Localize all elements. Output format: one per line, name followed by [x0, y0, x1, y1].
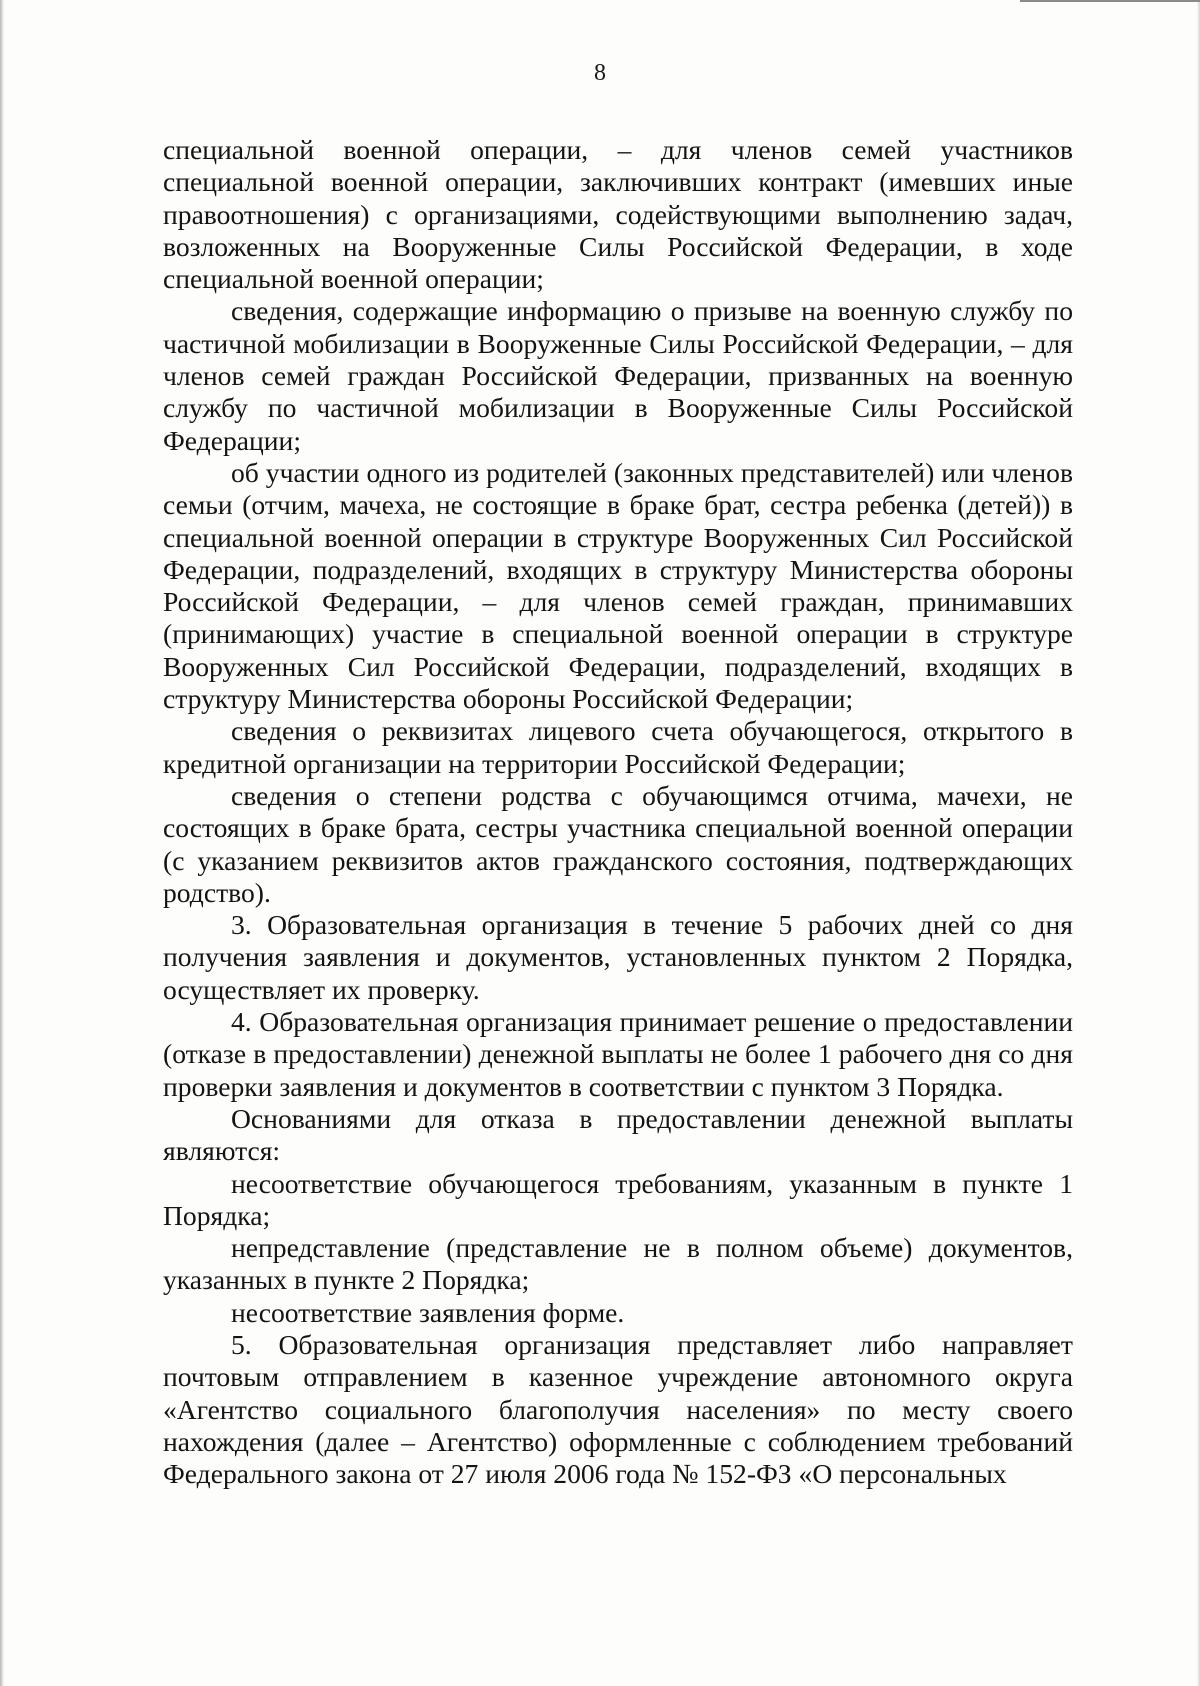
paragraph-bank-account: сведения о реквизитах лицевого счета обучающегося, открытого в кредитной организации на территории Российской Федерации; — [163, 715, 1073, 779]
scan-top-rule — [1020, 0, 1200, 2]
paragraph-parent-participation: об участии одного из родителей (законных представителей) или членов семьи (отчим, мачеха, не состоящие в браке брат, сестра ребенка (детей)) в специальной военной операции в структуре Вооруженных Сил Российской Федерации, подразделений, входящих в структуру Министерства обороны Российской Федерации, – для членов семей граждан, принимавших (принимающих) участие в специальной военной операции в структуре Вооруженных Сил Российской Федерации, подразделений, входящих в структуру Министерства обороны Российской Федерации; — [163, 456, 1073, 715]
page-number: 8 — [594, 60, 606, 86]
paragraph-kinship: сведения о степени родства с обучающимся отчима, мачехи, не состоящих в браке брата, сестры участника специальной военной операции (с указанием реквизитов актов гражданского состояния, подтверждающих родство). — [163, 779, 1073, 908]
document-body — [163, 134, 1073, 1490]
paragraph-item-3: 3. Образовательная организация в течение 5 рабочих дней со дня получения заявления и документов, установленных пунктом 2 Порядка, осуществляет их проверку. — [163, 909, 1073, 1005]
paragraph-ground-documents: непредставление (представление не в полном объеме) документов, указанных в пункте 2 Порядка; — [163, 1232, 1073, 1296]
paragraph-mobilization-info: сведения, содержащие информацию о призыве на военную службу по частичной мобилизации в Вооруженные Силы Российской Федерации, – для членов семей граждан Российской Федерации, призванных на военную службу по частичной мобилизации в Вооруженные Силы Российской Федерации; — [163, 295, 1073, 456]
paragraph-item-4: 4. Образовательная организация принимает решение о предоставлении (отказе в предоставлении) денежной выплаты не более 1 рабочего дня со дня проверки заявления и документов в соответствии с пунктом 3 Порядка. — [163, 1006, 1073, 1102]
paragraph-continuation: специальной военной операции, – для членов семей участников специальной военной операции, заключивших контракт (имевших иные правоотношения) с организациями, содействующими выполнению задач, возложенных на Вооруженные Силы Российской Федерации, в ходе специальной военной операции; — [163, 134, 1073, 295]
paragraph-refusal-grounds: Основаниями для отказа в предоставлении денежной выплаты являются: — [163, 1102, 1073, 1167]
paragraph-ground-requirements: несоответствие обучающегося требованиям, указанным в пункте 1 Порядка; — [163, 1167, 1073, 1231]
paragraph-item-5: 5. Образовательная организация представляет либо направляет почтовым отправлением в казенное учреждение автономного округа «Агентство социального благополучия населения» по месту своего нахождения (далее – Агентство) оформленные с соблюдением требований Федерального закона от 27 июля 2006 года № 152-ФЗ «О персональных — [163, 1328, 1073, 1490]
scan-edge-left — [0, 0, 4, 1686]
paragraph-ground-form: несоответствие заявления форме. — [231, 1296, 625, 1328]
